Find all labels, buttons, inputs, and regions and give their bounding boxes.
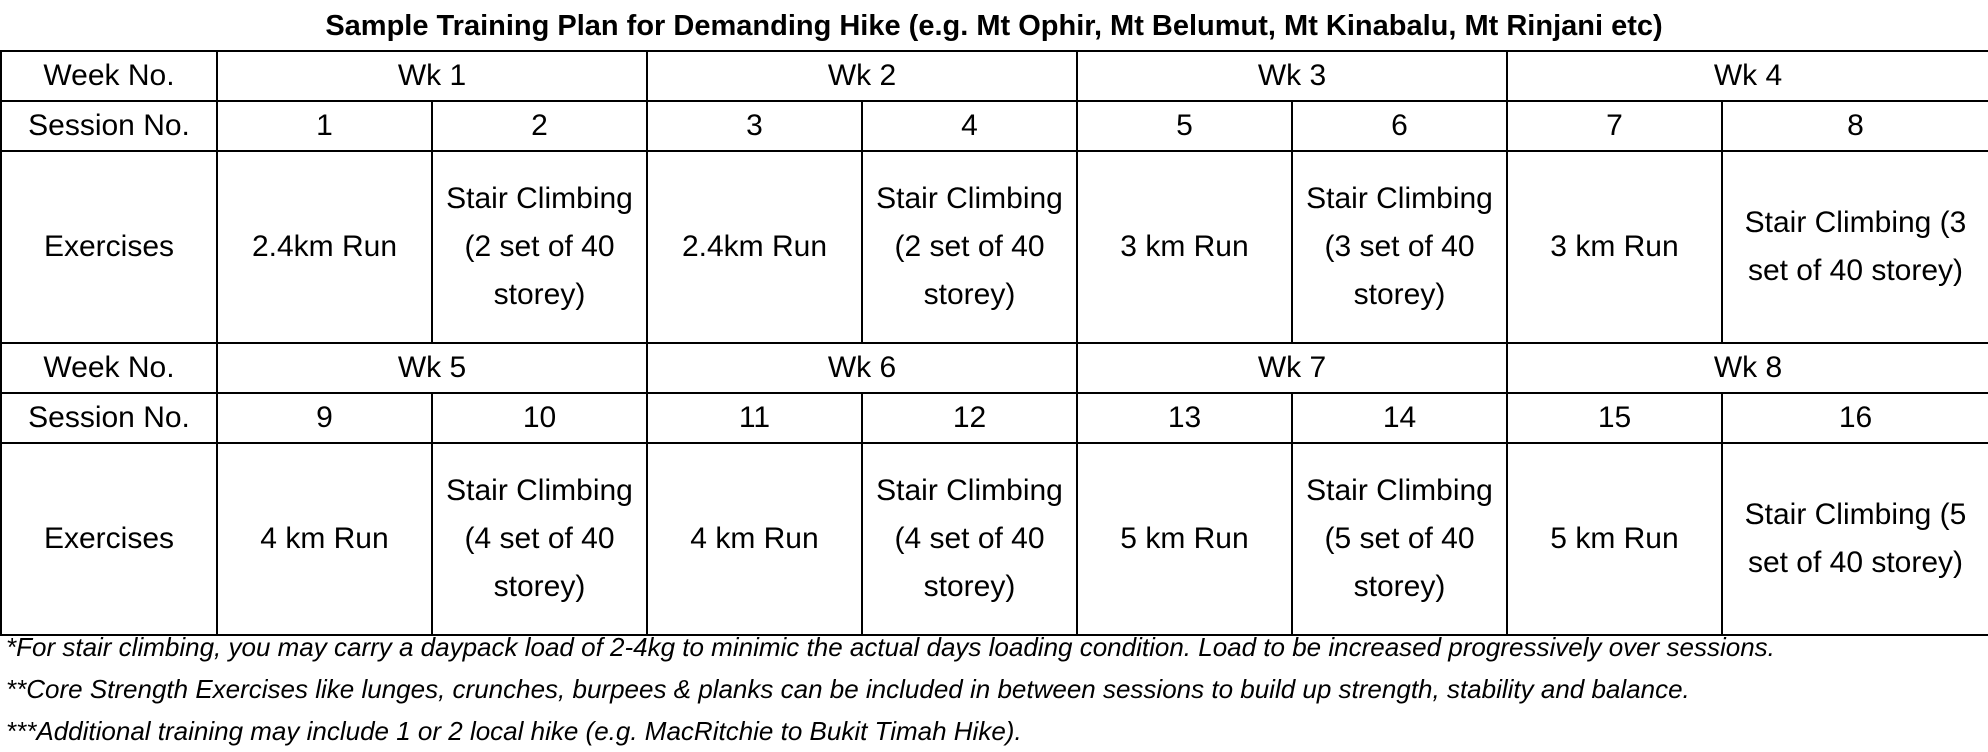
exercise-text: 2.4km Run [251,230,398,263]
exercise-cell [647,151,862,343]
row-label-exercises: Exercises [1,151,217,343]
exercise-text: Stair Climbing (5 set of 40 storey) [1744,498,1967,579]
session-cell: 1 [217,101,432,151]
exercise-cell [1292,443,1507,635]
week-cell: Wk 5 [217,343,647,393]
session-cell: 9 [217,393,432,443]
row-label-session: Session No. [1,393,217,443]
week-cell: Wk 6 [647,343,1077,393]
week-cell: Wk 7 [1077,343,1507,393]
session-cell: 5 [1077,101,1292,151]
page-title: Sample Training Plan for Demanding Hike (e.g. Mt Ophir, Mt Belumut, Mt Kinabalu, Mt Rinjani etc) [325,10,1663,42]
table-row-session [1,101,1988,151]
exercise-text: Stair Climbing (4 set of 40 storey) [446,474,633,603]
row-label-exercises: Exercises [1,443,217,635]
exercise-cell [1722,151,1988,343]
week-cell: Wk 2 [647,51,1077,101]
session-cell: 13 [1077,393,1292,443]
exercise-text: 2.4km Run [681,230,828,263]
exercise-text: Stair Climbing (3 set of 40 storey) [1744,206,1967,287]
table-row-session [1,393,1988,443]
exercise-cell [217,443,432,635]
exercise-cell [1292,151,1507,343]
footnote: *For stair climbing, you may carry a daypack load of 2-4kg to minimic the actual days loading condition. Load to be increased progressively over sessions. [6,632,1775,662]
session-cell: 7 [1507,101,1722,151]
exercise-cell [217,151,432,343]
footnotes [0,626,1988,751]
exercise-text: 5 km Run [1120,522,1249,555]
session-cell: 4 [862,101,1077,151]
session-cell: 3 [647,101,862,151]
exercise-cell [1722,443,1988,635]
footnote: **Core Strength Exercises like lunges, crunches, burpees & planks can be included in between sessions to build up strength, stability and balance. [6,674,1690,704]
exercise-cell [432,151,647,343]
exercise-cell [647,443,862,635]
session-cell: 11 [647,393,862,443]
exercise-cell [1507,151,1722,343]
exercise-text: 3 km Run [1550,230,1679,263]
week-cell: Wk 8 [1507,343,1988,393]
session-cell: 8 [1722,101,1988,151]
row-label-week: Week No. [1,51,217,101]
session-cell: 16 [1722,393,1988,443]
table-row-week [1,343,1988,393]
session-cell: 12 [862,393,1077,443]
exercise-cell [862,151,1077,343]
session-cell: 10 [432,393,647,443]
exercise-text: 5 km Run [1550,522,1679,555]
week-cell: Wk 1 [217,51,647,101]
week-cell: Wk 4 [1507,51,1988,101]
exercise-cell [1077,151,1292,343]
exercise-text: Stair Climbing (5 set of 40 storey) [1306,474,1493,603]
exercise-text: Stair Climbing (3 set of 40 storey) [1306,182,1493,311]
exercise-cell [862,443,1077,635]
session-cell: 14 [1292,393,1507,443]
row-label-week: Week No. [1,343,217,393]
exercise-cell [432,443,647,635]
table-row-exercises [1,151,1988,343]
exercise-text: Stair Climbing (4 set of 40 storey) [876,474,1063,603]
exercise-text: 3 km Run [1120,230,1249,263]
week-cell: Wk 3 [1077,51,1507,101]
exercise-text: Stair Climbing (2 set of 40 storey) [876,182,1063,311]
session-cell: 15 [1507,393,1722,443]
exercise-text: 4 km Run [260,522,389,555]
training-plan-table [0,50,1988,636]
exercise-text: 4 km Run [690,522,819,555]
session-cell: 2 [432,101,647,151]
exercise-cell [1507,443,1722,635]
exercise-cell [1077,443,1292,635]
exercise-text: Stair Climbing (2 set of 40 storey) [446,182,633,311]
table-row-exercises [1,443,1988,635]
row-label-session: Session No. [1,101,217,151]
session-cell: 6 [1292,101,1507,151]
footnote: ***Additional training may include 1 or 2 local hike (e.g. MacRitchie to Bukit Timah Hike). [6,716,1022,746]
table-row-week [1,51,1988,101]
